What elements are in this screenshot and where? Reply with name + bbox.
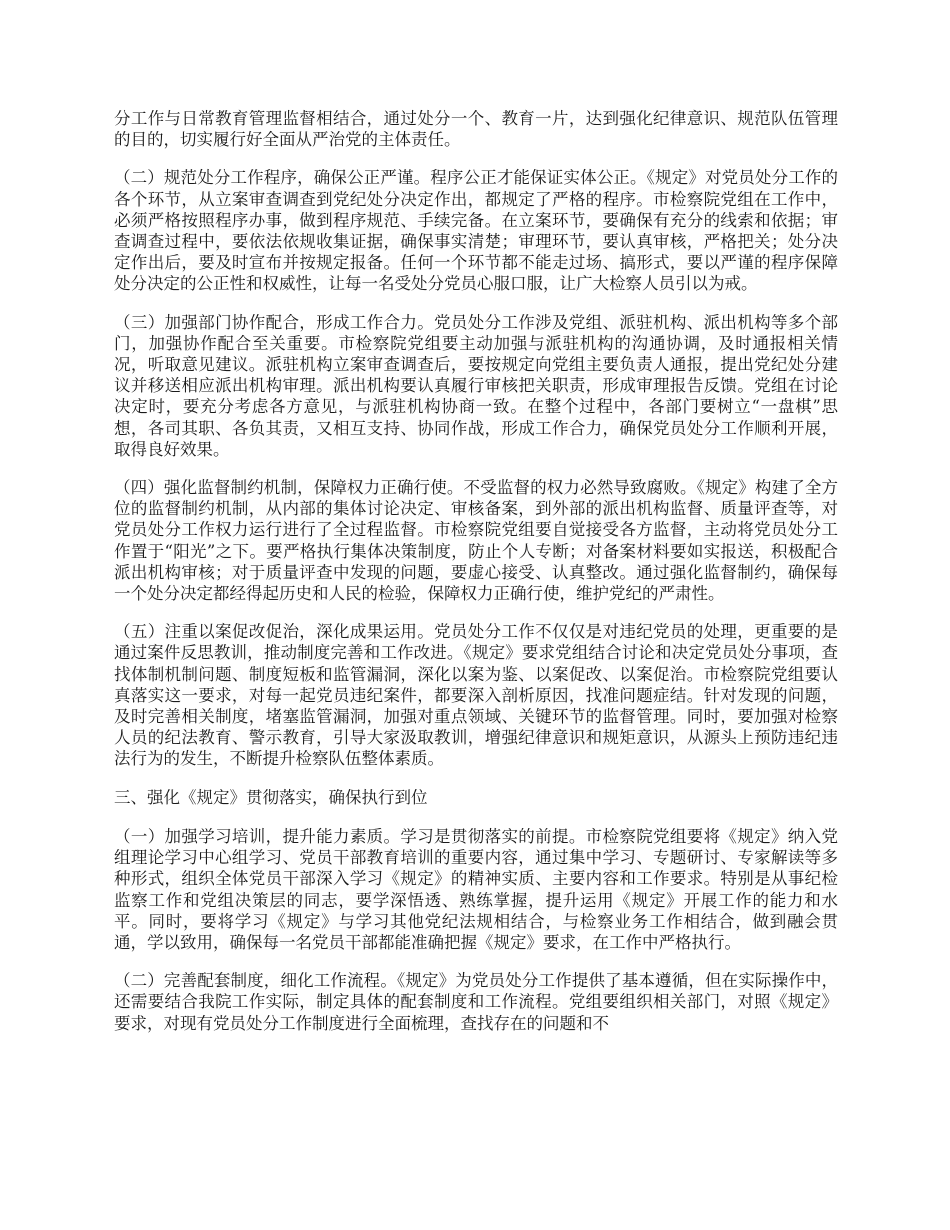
paragraph-intro-continuation: 分工作与日常教育管理监督相结合，通过处分一个、教育一片，达到强化纪律意识、规范队伍管理的目的，切实履行好全面从严治党的主体责任。 <box>114 109 838 150</box>
document-page <box>114 108 838 1051</box>
paragraph-section-2-2: （二）规范处分工作程序，确保公正严谨。程序公正才能保证实体公正。《规定》对党员处分工作的各个环节，从立案审查调查到党纪处分决定作出，都规定了严格的程序。市检察院党组在工作中，必须严格按照程序办事，做到程序规范、手续完备。在立案环节，要确保有充分的线索和依据；审查调查过程中，要依法依规收集证据，确保事实清楚；审理环节，要认真审核，严格把关；处分决定作出后，要及时宣布并按规定报备。任何一个环节都不能走过场、搞形式，要以严谨的程序保障处分决定的公正性和权威性，让每一名受处分党员心服口服，让广大检察人员引以为戒。 <box>114 168 838 294</box>
paragraph-section-2-5: （五）注重以案促改促治，深化成果运用。党员处分工作不仅仅是对违纪党员的处理，更重要的是通过案件反思教训，推动制度完善和工作改进。《规定》要求党组结合讨论和决定党员处分事项，查找体制机制问题、制度短板和监管漏洞，深化以案为鉴、以案促改、以案促治。市检察院党组要认真落实这一要求，对每一起党员违纪案件，都要深入剖析原因，找准问题症结。针对发现的问题，及时完善相关制度，堵塞监管漏洞，加强对重点领域、关键环节的监督管理。同时，要加强对检察人员的纪法教育、警示教育，引导大家汲取教训，增强纪律意识和规矩意识，从源头上预防违纪违法行为的发生，不断提升检察队伍整体素质。 <box>114 622 838 769</box>
paragraph-section-2-3: （三）加强部门协作配合，形成工作合力。党员处分工作涉及党组、派驻机构、派出机构等多个部门，加强协作配合至关重要。市检察院党组要主动加强与派驻机构的沟通协调，及时通报相关情况，听取意见建议。派驻机构立案审查调查后，要按规定向党组主要负责人通报，提出党纪处分建议并移送相应派出机构审理。派出机构要认真履行审核把关职责，形成审理报告反馈。党组在讨论决定时，要充分考虑各方意见，与派驻机构协商一致。在整个过程中，各部门要树立“一盘棋”思想，各司其职、各负其责，又相互支持、协同作战，形成工作合力，确保党员处分工作顺利开展，取得良好效果。 <box>114 312 838 459</box>
section-3-heading: 三、强化《规定》贯彻落实，确保执行到位 <box>114 787 428 807</box>
paragraph-section-3-1: （一）加强学习培训，提升能力素质。学习是贯彻落实的前提。市检察院党组要将《规定》纳入党组理论学习中心组学习、党员干部教育培训的重要内容，通过集中学习、专题研讨、专家解读等多种形式，组织全体党员干部深入学习《规定》的精神实质、主要内容和工作要求。特别是从事纪检监察工作和党组决策层的同志，要学深悟透、熟练掌握，提升运用《规定》开展工作的能力和水平。同时，要将学习《规定》与学习其他党纪法规相结合，与检察业务工作相结合，做到融会贯通，学以致用，确保每一名党员干部都能准确把握《规定》要求，在工作中严格执行。 <box>114 826 838 952</box>
paragraph-section-3-2: （二）完善配套制度，细化工作流程。《规定》为党员处分工作提供了基本遵循，但在实际操作中，还需要结合我院工作实际，制定具体的配套制度和工作流程。党组要组织相关部门，对照《规定》要求，对现有党员处分工作制度进行全面梳理，查找存在的问题和不 <box>114 971 838 1033</box>
paragraph-section-2-4: （四）强化监督制约机制，保障权力正确行使。不受监督的权力必然导致腐败。《规定》构建了全方位的监督制约机制，从内部的集体讨论决定、审核备案，到外部的派出机构监督、质量评查等，对党员处分工作权力运行进行了全过程监督。市检察院党组要自觉接受各方监督，主动将党员处分工作置于“阳光”之下。要严格执行集体决策制度，防止个人专断；对备案材料要如实报送，积极配合派出机构审核；对于质量评查中发现的问题，要虚心接受、认真整改。通过强化监督制约，确保每一个处分决定都经得起历史和人民的检验，保障权力正确行使，维护党纪的严肃性。 <box>114 478 838 604</box>
